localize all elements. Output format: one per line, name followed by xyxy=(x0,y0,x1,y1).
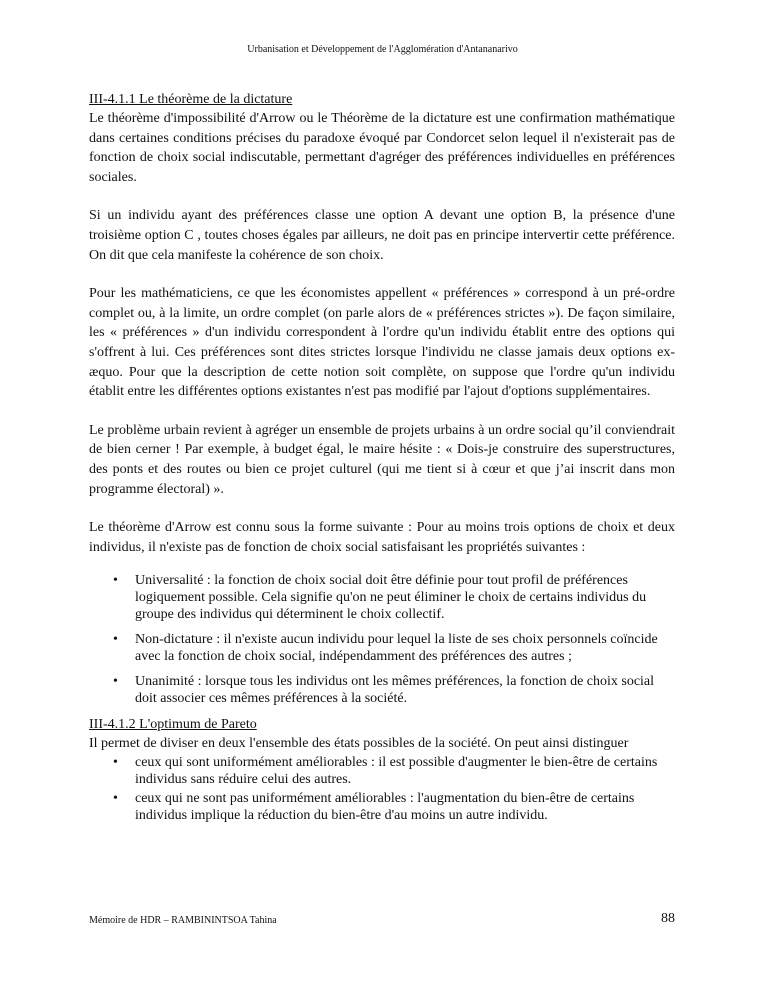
section-heading-dictature: III-4.1.1 Le théorème de la dictature xyxy=(89,92,293,107)
paragraph: Pour les mathématiciens, ce que les économistes appellent « préférences » correspond à un pré-ordre complet ou, à la limite, un ordre complet (on parle alors de « préférences strictes »). De façon similaire, les « préférences » d'un individu correspondent à l'ordre qu'un individu établit entre des options qui s'offrent à lui. Ces préférences sont dites strictes lorsque l'individu ne classe jamais deux options ex-æquo. Pour que la description de cette notion soit complète, on suppose que l'ordre qu'un individu établit entre les différentes options existantes n'est pas modifié par l'ajout d'options supplémentaires. xyxy=(89,286,675,400)
bullet-icon: • xyxy=(113,674,118,690)
page-number: 88 xyxy=(661,911,675,926)
list-item: • Unanimité : lorsque tous les individus ont les mêmes préférences, la fonction de choix social doit associer ces mêmes préférences à la société. xyxy=(113,674,655,707)
arrow-properties-list xyxy=(89,572,675,707)
paragraph: Le problème urbain revient à agréger un ensemble de projets urbains à un ordre social qu’il conviendrait de bien cerner ! Par exemple, à budget égal, le maire hésite : « Dois-je construire des superstructures, des ponts et des routes ou bien ce projet culturel (qui me tient si à cœur et que j’ai inscrit dans mon programme électoral) ». xyxy=(89,422,675,497)
section-heading-pareto: III-4.1.2 L'optimum de Pareto xyxy=(89,717,257,733)
bullet-icon: • xyxy=(113,632,118,648)
list-item: • Universalité : la fonction de choix social doit être définie pour tout profil de préférences logiquement possible. Cela signifie qu'on ne peut éliminer le choix de certains individus du groupe des individus qui déterminent le choix collectif. xyxy=(113,573,647,623)
running-header: Urbanisation et Développement de l'Agglomération d'Antananarivo xyxy=(247,44,518,55)
paragraph: Le théorème d'Arrow est connu sous la forme suivante : Pour au moins trois options de choix et deux individus, il n'existe pas de fonction de choix social satisfaisant les propriétés suivantes : xyxy=(89,520,675,555)
list-item: • ceux qui sont uniformément améliorables : il est possible d'augmenter le bien-être de certains individus sans réduire celui des autres. xyxy=(113,754,658,787)
paragraph: Si un individu ayant des préférences classe une option A devant une option B, la présence d'une troisième option C , toutes choses égales par ailleurs, ne doit pas en principe intervertir cette préférence. On dit que cela manifeste la cohérence de son choix. xyxy=(89,208,675,263)
bullet-icon: • xyxy=(113,573,118,589)
list-item: • Non-dictature : il n'existe aucun individu pour lequel la liste de ses choix personnels coïncide avec la fonction de choix social, indépendamment des préférences des autres ; xyxy=(113,632,658,665)
bullet-icon: • xyxy=(113,754,118,770)
page-body xyxy=(89,90,675,826)
paragraph: Le théorème d'impossibilité d'Arrow ou le Théorème de la dictature est une confirmation mathématique dans certaines conditions précises du paradoxe évoqué par Condorcet selon lequel il n'existerait pas de fonction de choix social indiscutable, permettant d'agréger des préférences individuelles en préférences sociales. xyxy=(89,111,675,185)
pareto-states-list xyxy=(89,754,675,824)
bullet-icon: • xyxy=(113,790,118,806)
list-item: • ceux qui ne sont pas uniformément améliorables : l'augmentation du bien-être de certains individus implique la réduction du bien-être d'au moins un autre individu. xyxy=(113,790,635,823)
footer-author: Mémoire de HDR – RAMBININTSOA Tahina xyxy=(89,915,277,926)
paragraph: Il permet de diviser en deux l'ensemble des états possibles de la société. On peut ainsi distinguer xyxy=(89,736,629,752)
